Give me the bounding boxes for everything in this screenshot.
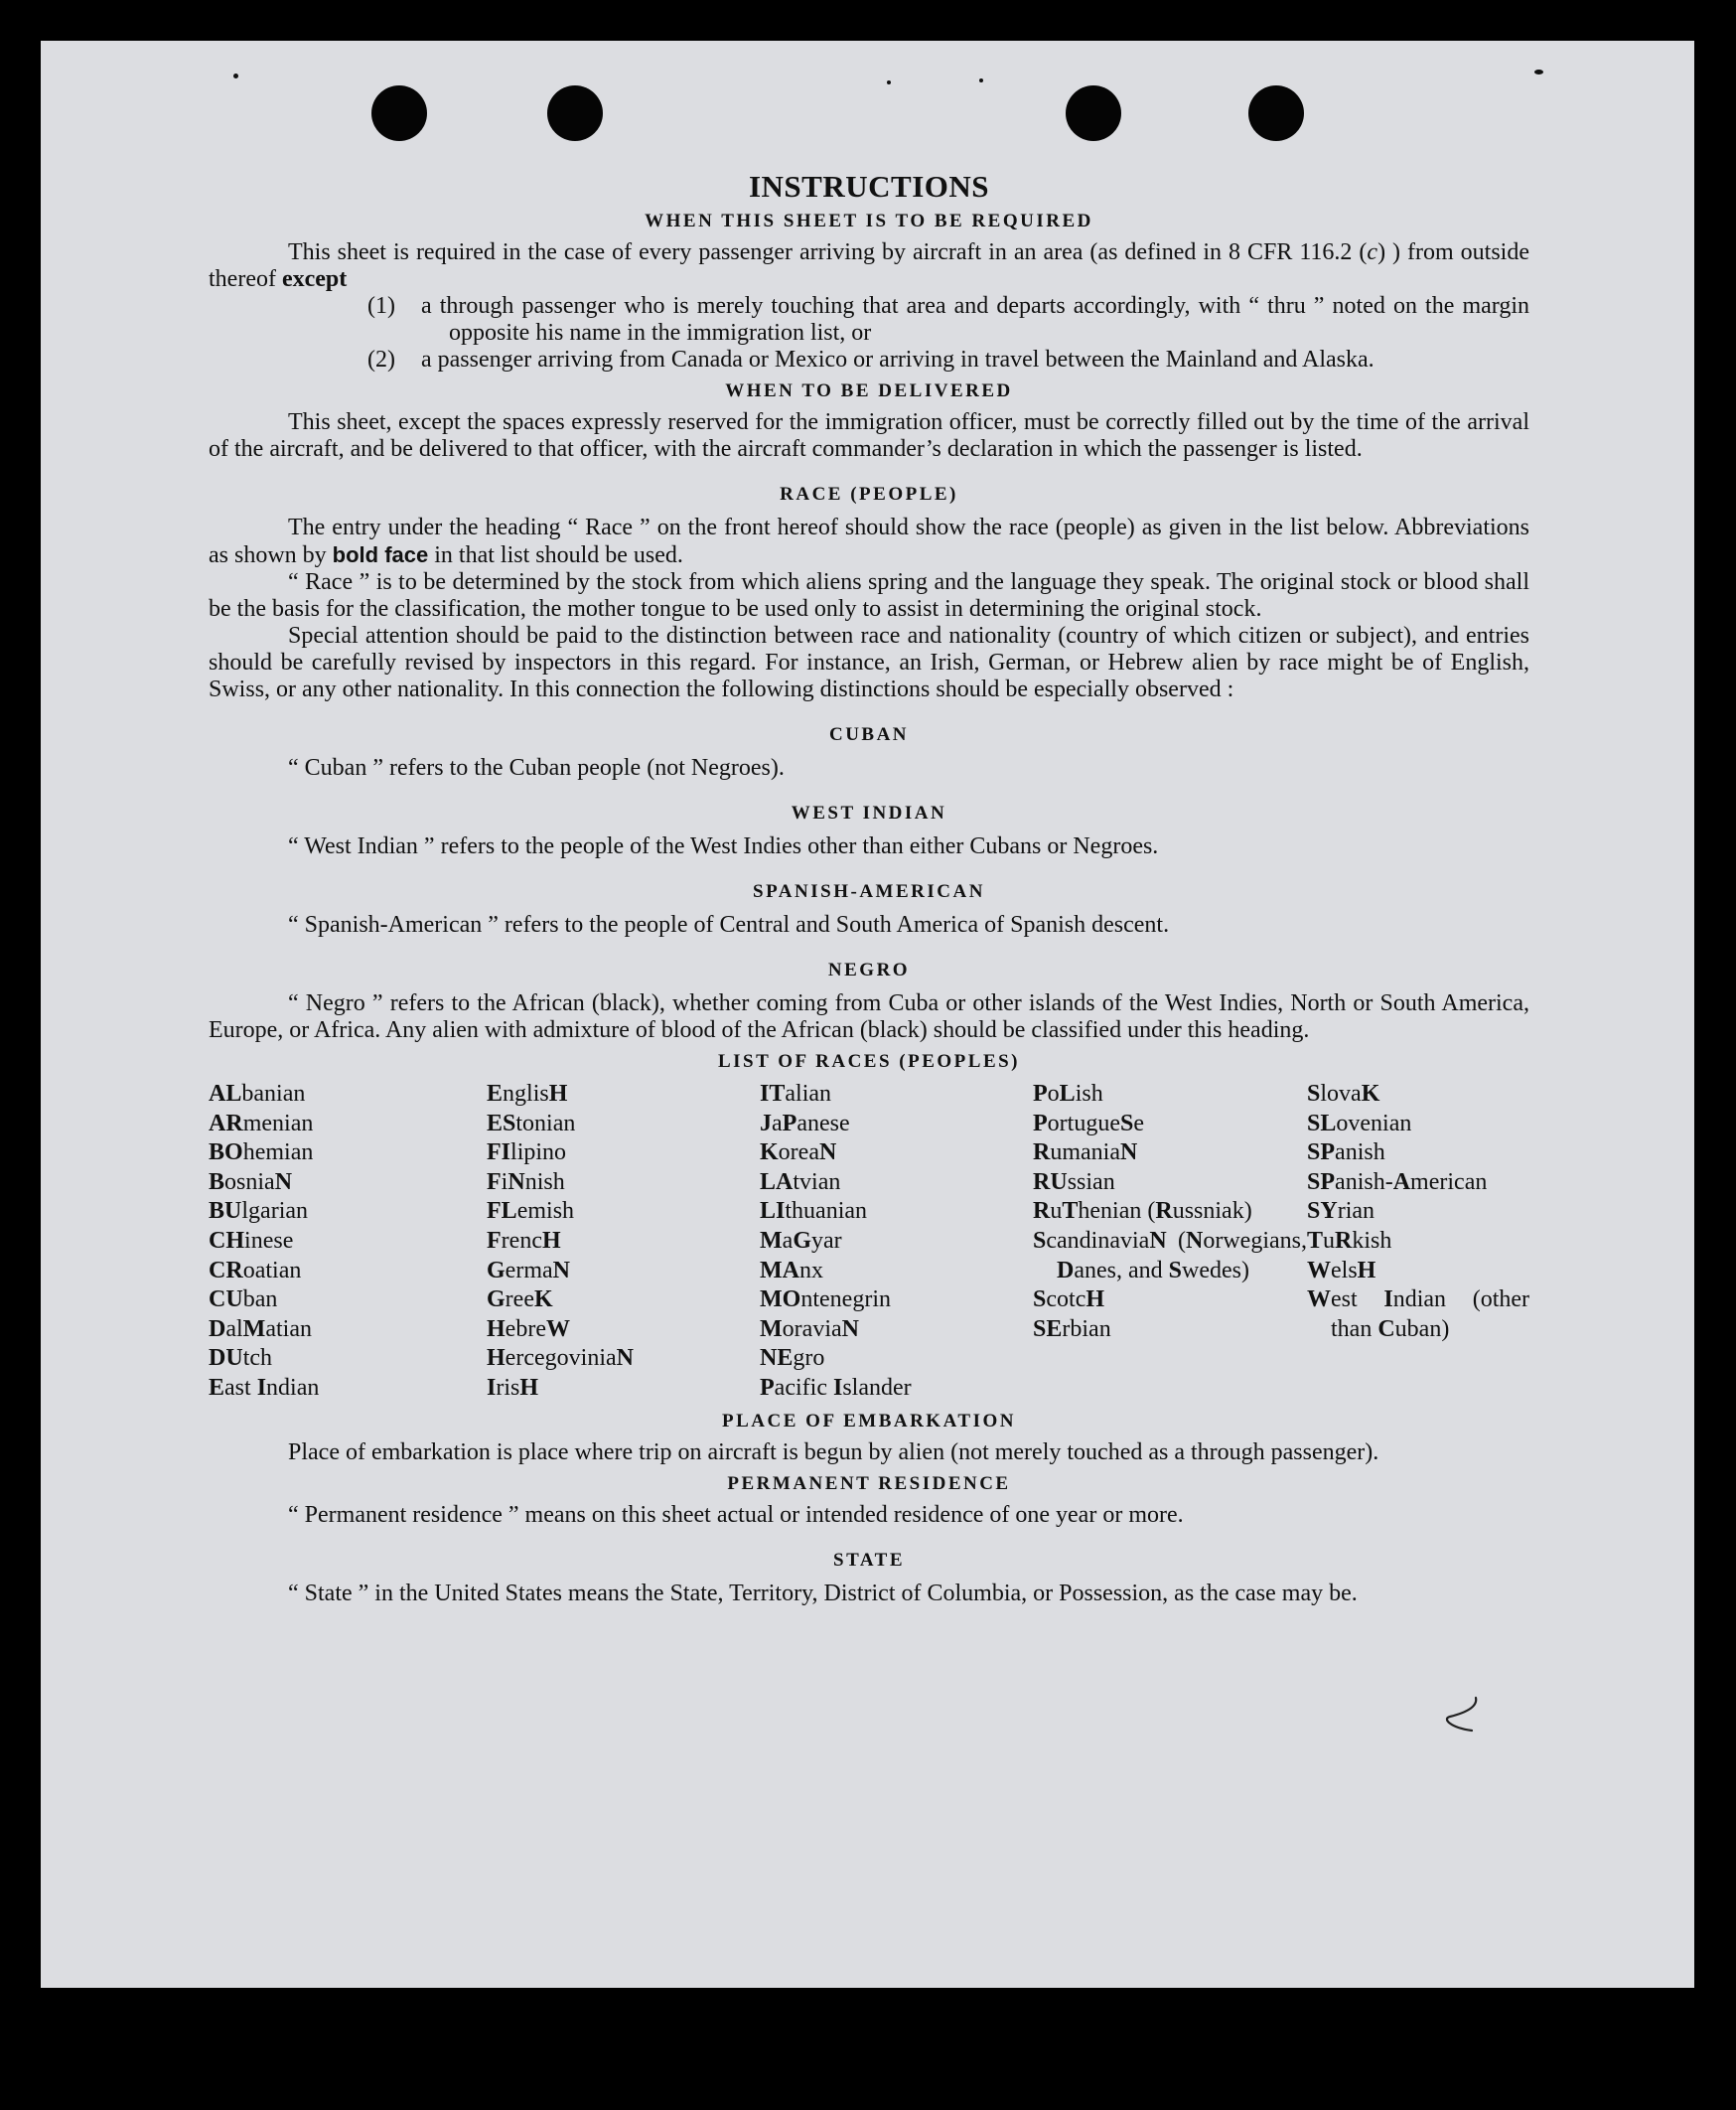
section-heading-list-of-races: LIST OF RACES (PEOPLES) [717, 1051, 1021, 1072]
race-entry: SPanish [1307, 1139, 1385, 1166]
race-entry: Pacific Islander [760, 1374, 912, 1401]
text: ) ) from outside thereof [209, 239, 1529, 292]
punch-hole [1248, 85, 1304, 141]
section-heading-delivered: WHEN TO BE DELIVERED [725, 380, 1013, 401]
section-heading-embarkation: PLACE OF EMBARKATION [722, 1410, 1016, 1432]
race-entry: EStonian [487, 1110, 576, 1136]
race-entry: NEgro [760, 1345, 825, 1372]
text: This sheet is required in the case of every passenger arriving by aircraft in an area (as defined in 8 CFR 116.2 ( [288, 239, 1368, 265]
race-entry: DUtch [209, 1345, 273, 1372]
race-entry: ScandinaviaN (Norwegians, Danes, and Swedes) [1033, 1227, 1307, 1283]
race-entry: ALbanian [209, 1081, 306, 1107]
pen-mark [1436, 1695, 1496, 1744]
race-entry: GermaN [487, 1257, 570, 1283]
races-column [1307, 1080, 1529, 1404]
section-heading-spanish-american: SPANISH-AMERICAN [753, 881, 985, 902]
paragraph: “ West Indian ” refers to the people of the West Indies other than either Cubans or Negroes. [288, 833, 1159, 859]
punch-hole [1066, 85, 1121, 141]
punch-hole [371, 85, 427, 141]
race-entry: CRoatian [209, 1257, 302, 1283]
race-entry: RUssian [1033, 1168, 1115, 1195]
race-entry: FiNnish [487, 1168, 565, 1195]
ink-speck [887, 80, 891, 84]
race-entry: LAtvian [760, 1168, 841, 1195]
race-entry: IrisH [487, 1374, 539, 1401]
ink-speck [979, 78, 983, 82]
page-title: INSTRUCTIONS [748, 169, 989, 204]
race-entry: JaPanese [760, 1110, 850, 1136]
races-column [209, 1080, 487, 1404]
race-entry: FIlipino [487, 1139, 567, 1166]
ink-speck [233, 74, 238, 78]
race-entry: BUlgarian [209, 1198, 309, 1225]
race-entry: HebreW [487, 1315, 570, 1342]
race-entry: MoraviaN [760, 1315, 859, 1342]
list-item [367, 347, 1529, 374]
race-entry: MOntenegrin [760, 1286, 891, 1313]
paragraph: “ Cuban ” refers to the Cuban people (not Negroes). [288, 755, 785, 781]
race-entry: ITalian [760, 1081, 832, 1107]
race-entry: WelsH [1307, 1257, 1376, 1283]
paragraph: “ Race ” is to be determined by the stock from which aliens spring and the language they speak. The original stock or blood shall be the basis for the classification, the mother tongue to be used only to assist in determining the original stock. [209, 569, 1529, 622]
text: except [281, 266, 348, 292]
document-sheet [41, 41, 1694, 1988]
paragraph: This sheet, except the spaces expressly reserved for the immigration officer, must be correctly filled out by the time of the arrival of the aircraft, and be delivered to that officer, with the aircraft commander’s declaration in which the passenger is listed. [209, 409, 1529, 462]
race-entry: MaGyar [760, 1227, 842, 1254]
race-entry: RuThenian (Russniak) [1033, 1198, 1252, 1225]
race-entry: CHinese [209, 1227, 294, 1254]
punch-hole [547, 85, 603, 141]
race-entry: BosniaN [209, 1168, 293, 1195]
ink-speck [1534, 70, 1543, 75]
race-entry: SPanish-American [1307, 1168, 1488, 1195]
race-entry: MAnx [760, 1257, 823, 1283]
races-column [487, 1080, 760, 1404]
section-heading-required: WHEN THIS SHEET IS TO BE REQUIRED [645, 211, 1093, 231]
section-heading-state: STATE [833, 1549, 905, 1571]
races-column [1033, 1080, 1307, 1404]
paragraph: “ State ” in the United States means the State, Territory, District of Columbia, or Possession, as the case may be. [288, 1580, 1358, 1606]
race-entry: ScotcH [1033, 1286, 1105, 1313]
race-entry: TuRkish [1307, 1227, 1392, 1254]
race-entry: FrencH [487, 1227, 561, 1254]
race-entry: SlovaK [1307, 1081, 1380, 1107]
item-text: a passenger arriving from Canada or Mexico or arriving in travel between the Mainland and Alaska. [421, 347, 1374, 373]
paragraph: “ Spanish-American ” refers to the people of Central and South America of Spanish descent. [288, 912, 1170, 938]
paragraph: “ Negro ” refers to the African (black), whether coming from Cuba or other islands of the West Indies, North or South America, Europe, or Africa. Any alien with admixture of blood of the African (black) should be classified under this heading. [209, 990, 1529, 1043]
race-entry: GreeK [487, 1286, 553, 1313]
section-heading-negro: NEGRO [827, 960, 911, 980]
race-entry: SLovenian [1307, 1110, 1412, 1136]
race-entry: SYrian [1307, 1198, 1375, 1225]
text: bold face [332, 542, 429, 567]
paragraph: Place of embarkation is place where trip on aircraft is begun by alien (not merely touched as a through passenger). [288, 1438, 1379, 1465]
section-heading-cuban: CUBAN [828, 724, 910, 745]
paragraph [209, 515, 1529, 569]
section-heading-west-indian: WEST INDIAN [791, 803, 947, 824]
race-entry: KoreaN [760, 1139, 837, 1166]
race-entry: FLemish [487, 1198, 575, 1225]
race-entry: HercegoviniaN [487, 1345, 634, 1372]
races-column [760, 1080, 1033, 1404]
race-entry: LIthuanian [760, 1198, 868, 1225]
item-number: (2) [367, 347, 395, 373]
race-entry: SErbian [1033, 1315, 1111, 1342]
instructions-body [209, 170, 1529, 1607]
text: c [1367, 239, 1378, 265]
paragraph: “ Permanent residence ” means on this sheet actual or intended residence of one year or more. [288, 1501, 1184, 1528]
race-entry: West Indian (other than Cuban) [1307, 1286, 1530, 1342]
section-heading-residence: PERMANENT RESIDENCE [727, 1472, 1011, 1494]
section-heading-race: RACE (PEOPLE) [780, 484, 958, 505]
item-number: (1) [367, 293, 395, 319]
race-entry: East Indian [209, 1374, 320, 1401]
list-item [367, 293, 1529, 347]
text: The entry under the heading “ Race ” on the front hereof should show the race (people) as given in the list below. Abbreviations as shown by [209, 515, 1529, 568]
race-entry: EnglisH [487, 1081, 568, 1107]
text: in that list should be used. [434, 542, 683, 568]
paragraph: Special attention should be paid to the distinction between race and nationality (country of which citizen or subject), and entries should be carefully revised by inspectors in this regard. For instance, an Irish, German, or Hebrew alien by race might be of English, Swiss, or any other nationality. In this connection the following distinctions should be especially observed : [209, 623, 1529, 702]
paragraph [209, 239, 1529, 293]
race-entry: RumaniaN [1033, 1139, 1138, 1166]
race-entry: DalMatian [209, 1315, 312, 1342]
race-entry: BOhemian [209, 1139, 314, 1166]
race-entry: PoLish [1033, 1081, 1103, 1107]
races-list [209, 1080, 1529, 1404]
race-entry: CUban [209, 1286, 278, 1313]
race-entry: PortugueSe [1033, 1110, 1145, 1136]
race-entry: ARmenian [209, 1110, 314, 1136]
item-text: a through passenger who is merely touching that area and departs accordingly, with “ thru ” noted on the margin opposite his name in the immigration list, or [421, 293, 1529, 346]
